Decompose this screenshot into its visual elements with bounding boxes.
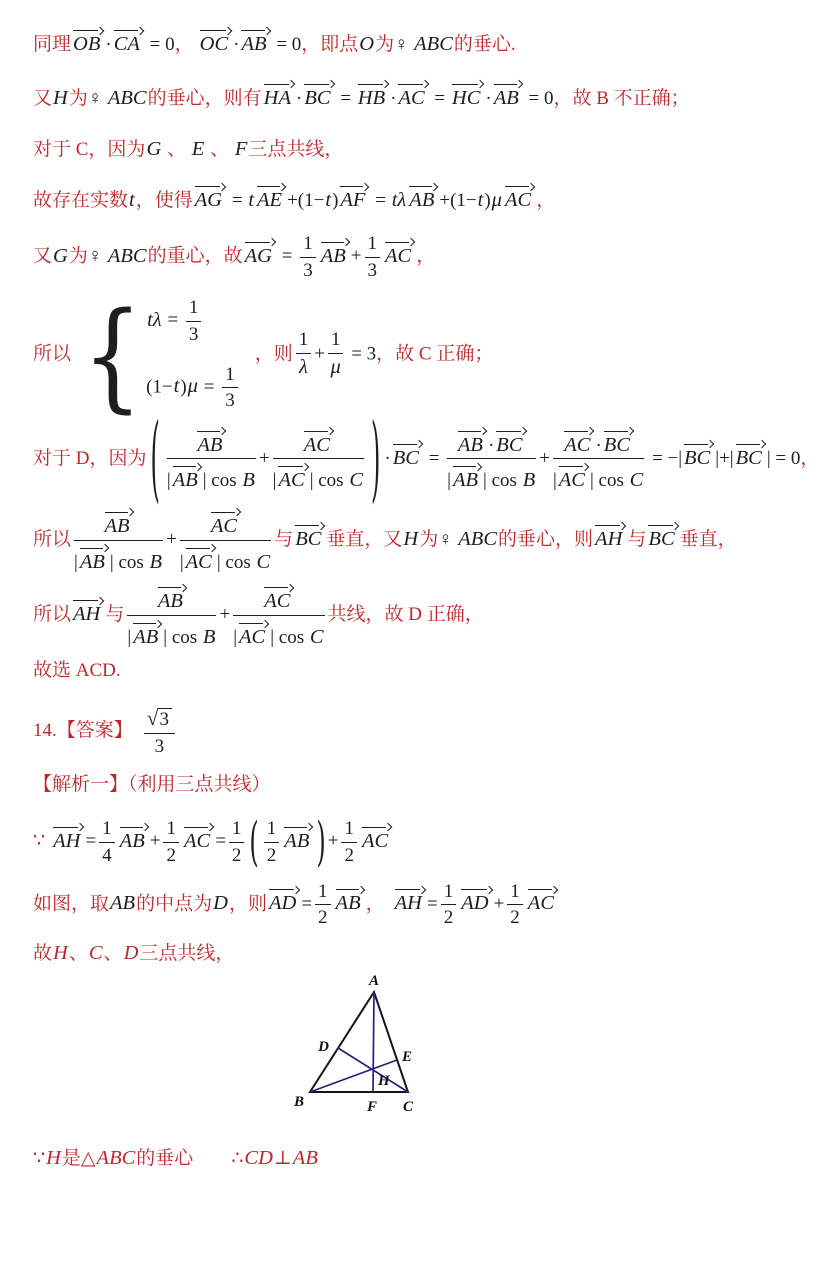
point-label-H: H: [378, 1073, 390, 1089]
math-line-5: 又G为♀ ABC的重心，故AG = $\frac{1}{3}$ AB + $\frac{1}{3}$ AC ，: [33, 233, 436, 281]
point-label-D: D: [318, 1039, 329, 1055]
math-line-13: ∵ AH = $\frac{1}{4}$ AB + $\frac{1}{2}$ AC = $\frac{1}{2}$ ( $\frac{1}{2}$ AB ) + $\frac{1}{2}$ AC: [33, 815, 821, 870]
point-label-E: E: [402, 1049, 413, 1065]
math-line-11: 14.【答案】 $\frac{√3}{3}$: [33, 703, 821, 761]
math-line-4: 故存在实数t，使得AG = t AE +(1−t)AF = tλ AB +(1−t)μ AC ，: [33, 180, 821, 216]
math-line-3: 对于 C，因为G 、 E 、 F三点共线，: [33, 137, 344, 160]
vertex-label-B: B: [293, 1094, 305, 1110]
point-label-F: F: [366, 1099, 378, 1115]
math-line-8: 所以 $\frac{AB}{\text{|AB | cos B}}$ + $\frac{AC}{\text{|AC | cos C}}$ 与BC 垂直，又H为♀ ABC的垂心，则AH 与BC 垂直，: [33, 504, 821, 577]
triangle-svg: [277, 971, 477, 1129]
triangle-diagram: [277, 971, 821, 1129]
math-line-14: 如图，取AB的中点为D，则AD = $\frac{1}{2}$ AB ， AH = $\frac{1}{2}$ AD + $\frac{1}{2}$ AC: [33, 878, 821, 933]
math-line-15: 故H、C、D三点共线，: [33, 942, 235, 965]
math-line-12: 【解析一】（利用三点共线）: [33, 773, 271, 795]
math-line-1: 同理OB ·CA = 0， OC ·AB = 0，即点O为♀ ABC的垂心.: [33, 24, 821, 60]
math-line-7: 对于 D，因为 ( $\frac{AB}{\text{|AB | cos B}}$ + $\frac{AC}{\text{|AC | cos C}}$ ) ·BC = $\frac{AB \cdot BC}{\text{|AB | cos B}}$ + $\frac{AC \cdot BC}{\text{|AC | cos C}}$ = −|BC |+|BC | = 0，: [33, 404, 820, 514]
altitude-af: [373, 992, 374, 1092]
math-line-2: 又H为♀ ABC的垂心，则有HA ·BC = HB ·AC = HC ·AB = 0，故 B 不正确；: [33, 78, 821, 114]
math-line-10: 故选 ACD.: [33, 659, 121, 681]
math-line-6: 所以 { tλ = $\frac{1}{3}$ (1−t)μ = $\frac{1}{3}$ ，则 $\frac{1}{\lambda}$ + $\frac{1}{\mu}$ = 3，故 C 正确；: [33, 285, 494, 424]
math-line-9: 所以AH 与 $\frac{AB}{\text{|AB | cos B}}$ + $\frac{AC}{\text{|AC | cos C}}$ 共线，故 D 正确，: [33, 579, 821, 652]
math-line-16: ∵H是△ABC的垂心 ∴CD⊥AB: [33, 1147, 318, 1169]
vertex-label-A: A: [368, 973, 380, 989]
vertex-label-C: C: [402, 1099, 414, 1115]
